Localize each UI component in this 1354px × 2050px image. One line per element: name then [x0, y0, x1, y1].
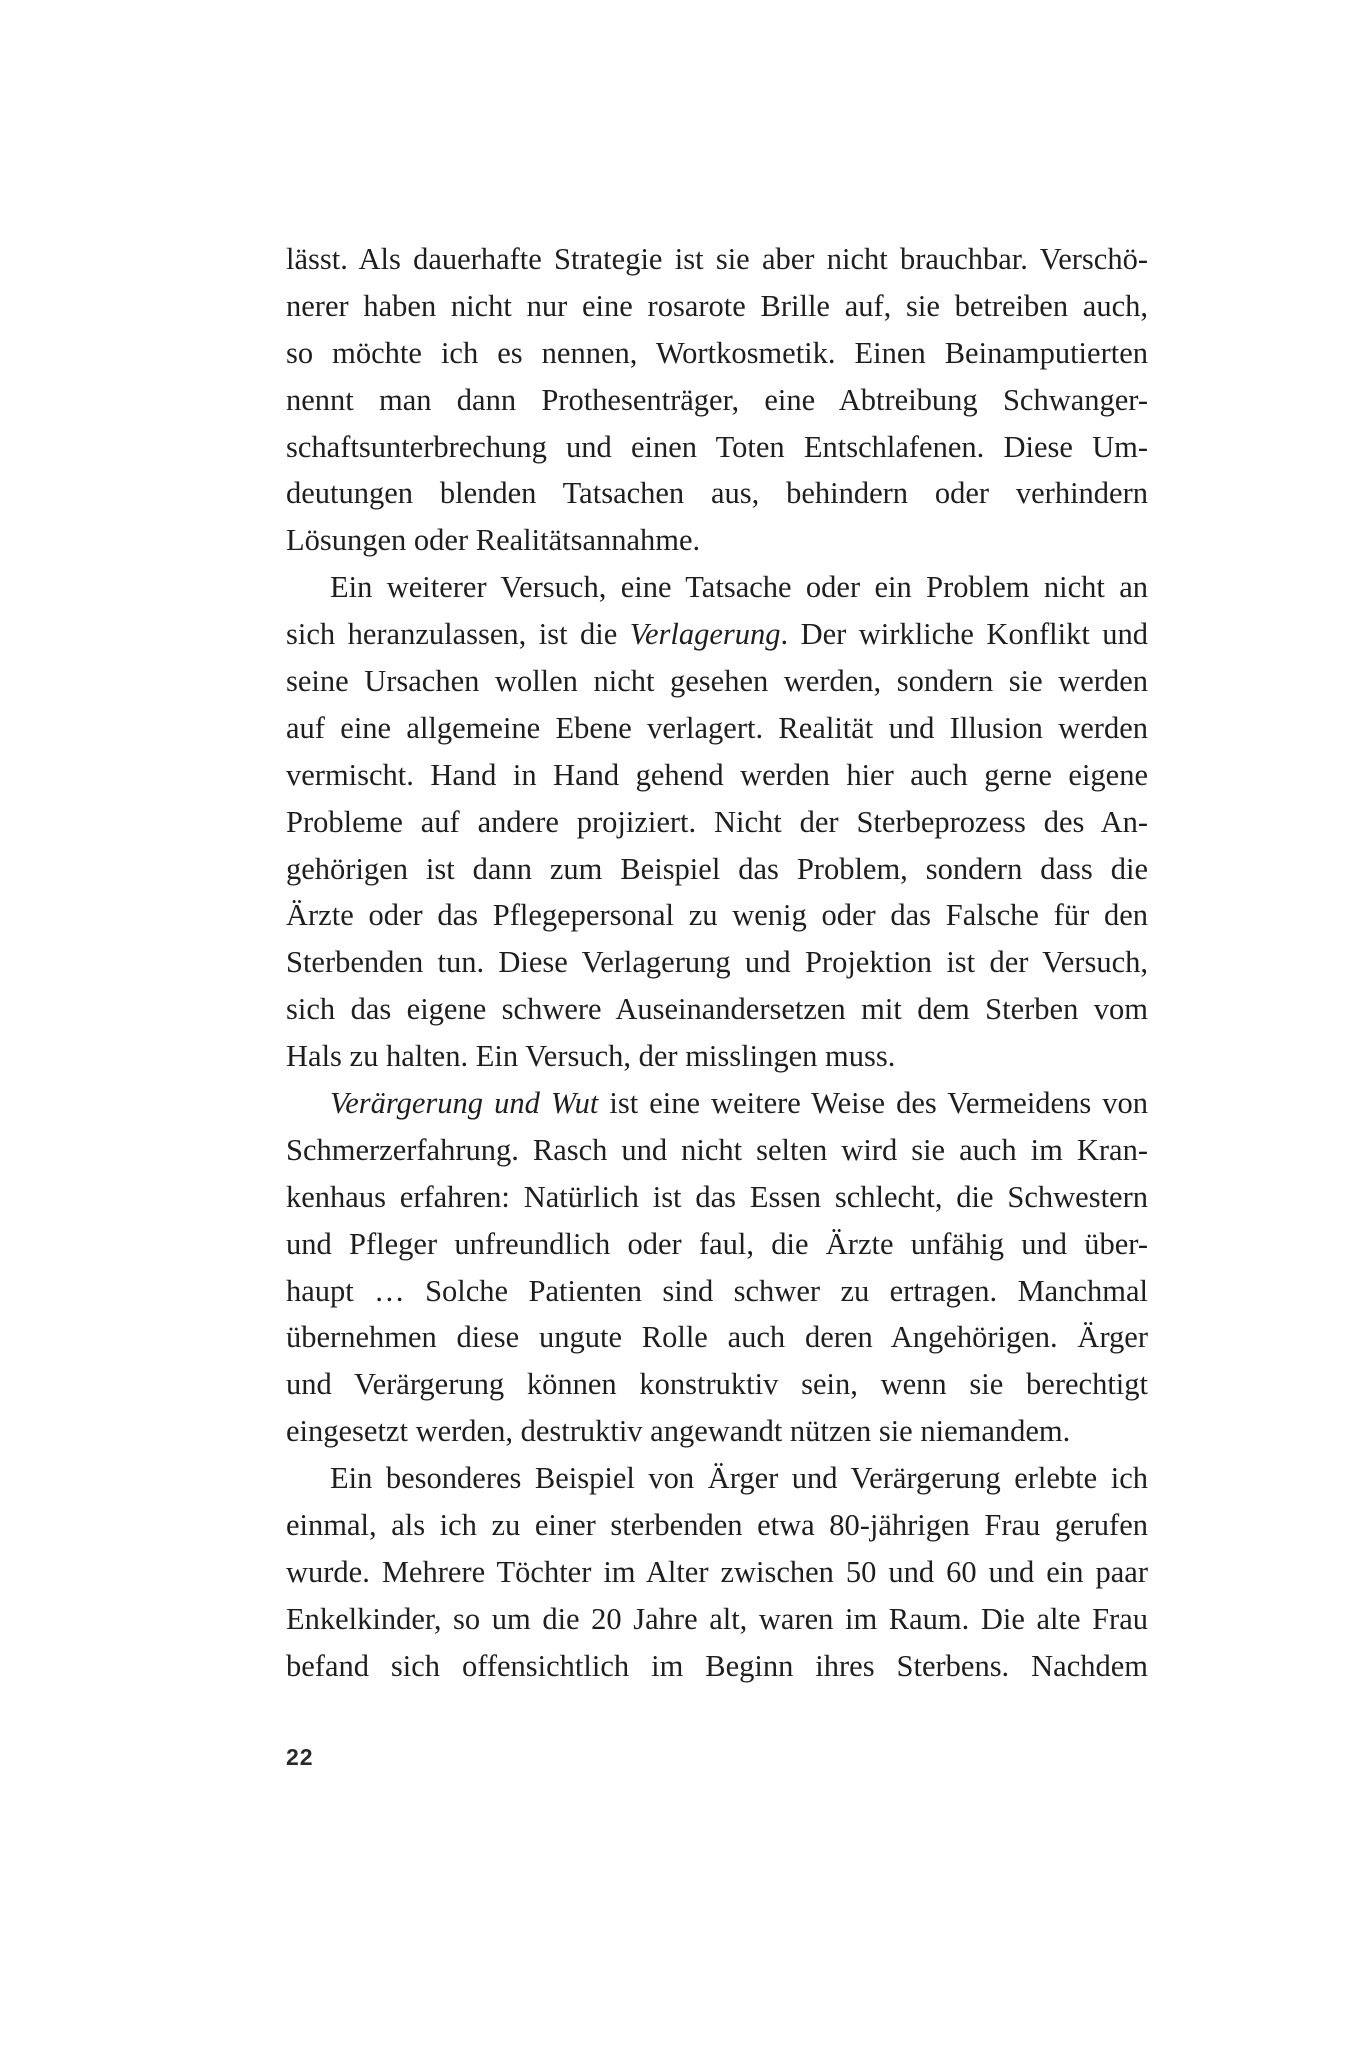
- text-run: . Der wirkliche Konflikt und: [780, 617, 1148, 652]
- paragraph: [286, 1455, 1148, 1689]
- text-line: übernehmen diese ungute Rolle auch deren Angehörigen. Ärger: [286, 1320, 1148, 1355]
- paragraph: [286, 236, 1148, 564]
- text-line: Enkelkinder, so um die 20 Jahre alt, waren im Raum. Die alte Frau: [286, 1601, 1148, 1636]
- text-line: so möchte ich es nennen, Wortkosmetik. Einen Beinamputierten: [286, 335, 1148, 370]
- text-line: kenhaus erfahren: Natürlich ist das Essen schlecht, die Schwestern: [286, 1179, 1148, 1214]
- text-line: [286, 1080, 1148, 1127]
- paragraph: [286, 1080, 1148, 1455]
- text-run: ist eine weitere Weise des Vermeidens von: [598, 1086, 1148, 1121]
- text-line: Probleme auf andere projiziert. Nicht der Sterbeprozess des An-: [286, 804, 1148, 839]
- emphasis-veraergerung-und-wut: Verärgerung und Wut: [330, 1086, 599, 1121]
- text-line: seine Ursachen wollen nicht gesehen werden, sondern sie werden: [286, 664, 1148, 699]
- text-line: Ein weiterer Versuch, eine Tatsache oder ein Problem nicht an: [330, 570, 1148, 605]
- text-line: vermischt. Hand in Hand gehend werden hier auch gerne eigene: [286, 757, 1148, 792]
- emphasis-verlagerung: Verlagerung: [629, 617, 781, 652]
- text-line: Ein besonderes Beispiel von Ärger und Verärgerung erlebte ich: [330, 1461, 1148, 1496]
- text-line: deutungen blenden Tatsachen aus, behindern oder verhindern: [286, 476, 1148, 511]
- paragraph: [286, 564, 1148, 1080]
- text-line: Hals zu halten. Ein Versuch, der misslingen muss.: [286, 1039, 896, 1074]
- page-body: [286, 236, 1148, 1690]
- text-line: wurde. Mehrere Töchter im Alter zwischen 50 und 60 und ein paar: [286, 1554, 1148, 1589]
- text-line: einmal, als ich zu einer sterbenden etwa 80-jährigen Frau gerufen: [286, 1508, 1148, 1543]
- text-line: Ärzte oder das Pflegepersonal zu wenig oder das Falsche für den: [286, 898, 1148, 933]
- text-line: [286, 611, 1148, 658]
- text-line: befand sich offensichtlich im Beginn ihres Sterbens. Nachdem: [286, 1648, 1148, 1683]
- text-line: schaftsunterbrechung und einen Toten Entschlafenen. Diese Um-: [286, 429, 1148, 464]
- text-run: sich heranzulassen, ist die: [286, 617, 630, 652]
- text-line: sich das eigene schwere Auseinandersetzen mit dem Sterben vom: [286, 992, 1148, 1027]
- text-line: gehörigen ist dann zum Beispiel das Problem, sondern dass die: [286, 851, 1148, 886]
- text-line: haupt … Solche Patienten sind schwer zu ertragen. Manchmal: [286, 1273, 1148, 1308]
- text-line: Lösungen oder Realitätsannahme.: [286, 523, 701, 558]
- text-line: auf eine allgemeine Ebene verlagert. Realität und Illusion werden: [286, 710, 1148, 745]
- text-line: nennt man dann Prothesenträger, eine Abtreibung Schwanger-: [286, 382, 1148, 417]
- text-line: Sterbenden tun. Diese Verlagerung und Projektion ist der Versuch,: [286, 945, 1148, 980]
- text-line: Schmerzerfahrung. Rasch und nicht selten wird sie auch im Kran-: [286, 1132, 1148, 1167]
- text-line: eingesetzt werden, destruktiv angewandt nützen sie niemandem.: [286, 1414, 1071, 1449]
- text-line: und Verärgerung können konstruktiv sein, wenn sie berechtigt: [286, 1367, 1148, 1402]
- page-number: 22: [286, 1744, 314, 1770]
- text-line: nerer haben nicht nur eine rosarote Brille auf, sie betreiben auch,: [286, 288, 1148, 323]
- text-line: lässt. Als dauerhafte Strategie ist sie aber nicht brauchbar. Verschö-: [286, 242, 1148, 276]
- text-line: und Pfleger unfreundlich oder faul, die Ärzte unfähig und über-: [286, 1226, 1148, 1261]
